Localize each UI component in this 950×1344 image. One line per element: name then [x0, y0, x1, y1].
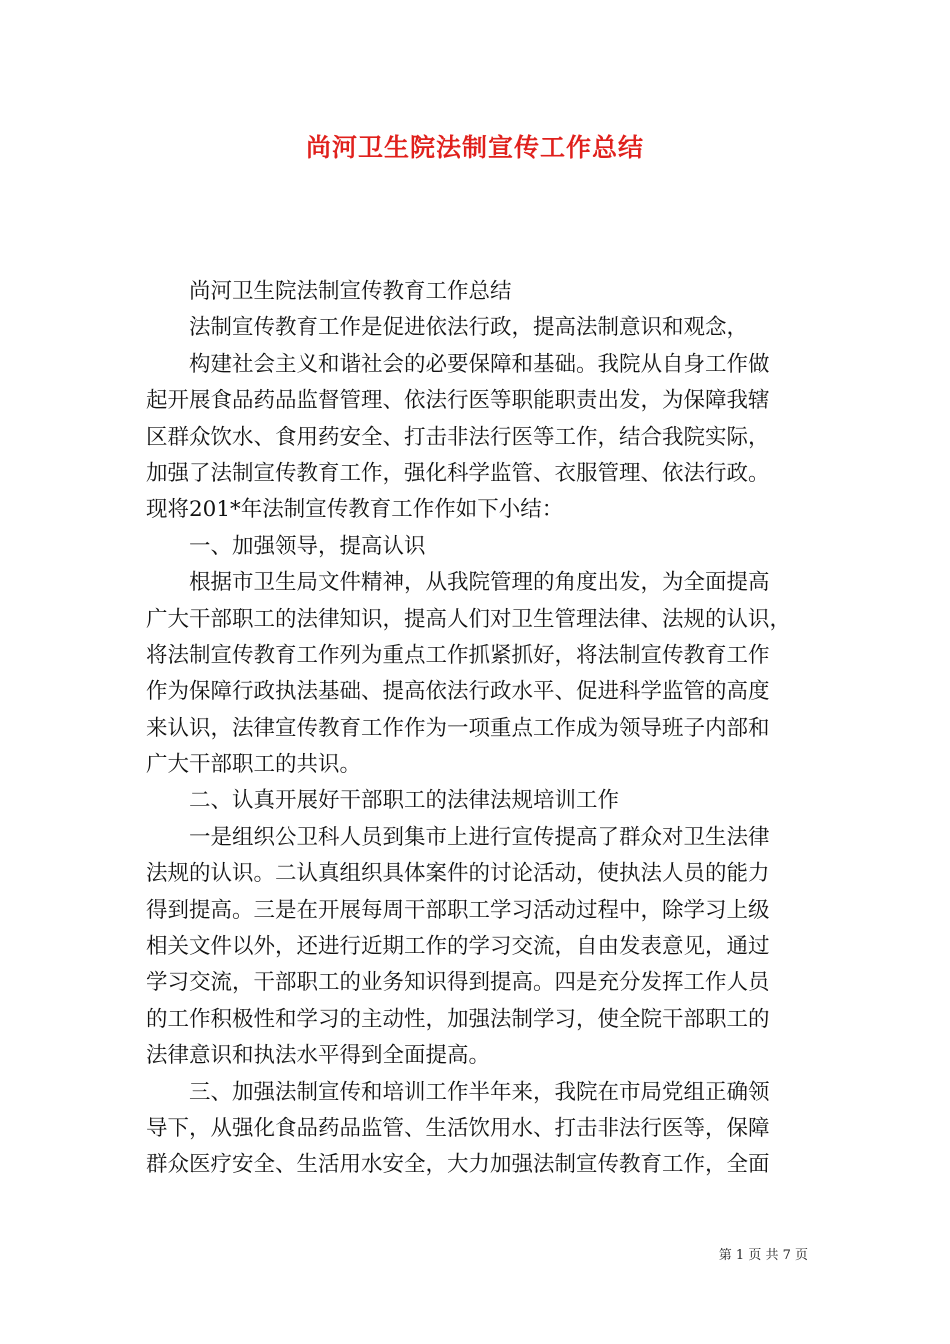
body-line: 作为保障行政执法基础、提高依法行政水平、促进科学监管的高度 [146, 679, 770, 705]
body-line: 学习交流，干部职工的业务知识得到提高。四是充分发挥工作人员 [146, 970, 770, 996]
body-line: 尚河卫生院法制宣传教育工作总结 [189, 279, 512, 304]
body-line: 三、加强法制宣传和培训工作半年来，我院在市局党组正确领 [189, 1079, 770, 1105]
body-line: 构建社会主义和谐社会的必要保障和基础。我院从自身工作做 [189, 351, 770, 377]
body-line: 得到提高。三是在开展每周干部职工学习活动过程中，除学习上级 [146, 897, 770, 923]
body-line: 群众医疗安全、生活用水安全，大力加强法制宣传教育工作，全面 [146, 1152, 770, 1178]
body-line: 来认识，法律宣传教育工作作为一项重点工作成为领导班子内部和 [146, 715, 770, 741]
document-title: 尚河卫生院法制宣传工作总结 [305, 133, 644, 162]
body-line: 法规的认识。二认真组织具体案件的讨论活动，使执法人员的能力 [146, 861, 770, 887]
body-line: 法制宣传教育工作是促进依法行政，提高法制意识和观念， [189, 315, 749, 341]
body-line: 区群众饮水、食用药安全、打击非法行医等工作，结合我院实际， [146, 424, 770, 450]
body-line: 现将201*年法制宣传教育工作作如下小结： [146, 497, 564, 523]
body-line: 法律意识和执法水平得到全面提高。 [146, 1043, 491, 1069]
body-line: 一、加强领导，提高认识 [189, 533, 426, 559]
body-line: 相关文件以外，还进行近期工作的学习交流，自由发表意见，通过 [146, 934, 770, 960]
body-line: 起开展食品药品监督管理、依法行医等职能职责出发，为保障我辖 [146, 388, 770, 414]
body-line: 导下，从强化食品药品监管、生活饮用水、打击非法行医等，保障 [146, 1115, 770, 1141]
body-line: 二、认真开展好干部职工的法律法规培训工作 [189, 788, 620, 814]
body-line: 加强了法制宣传教育工作，强化科学监管、衣服管理、依法行政。 [146, 460, 770, 486]
body-line: 的工作积极性和学习的主动性，加强法制学习，使全院干部职工的 [146, 1006, 770, 1032]
body-line: 一是组织公卫科人员到集市上进行宣传提高了群众对卫生法律 [189, 824, 770, 850]
body-line: 根据市卫生局文件精神，从我院管理的角度出发，为全面提高 [189, 570, 770, 596]
body-line: 将法制宣传教育工作列为重点工作抓紧抓好，将法制宣传教育工作 [146, 642, 770, 668]
document-body [146, 274, 816, 1184]
body-line: 广大干部职工的法律知识，提高人们对卫生管理法律、法规的认识， [146, 606, 792, 632]
body-line: 广大干部职工的共识。 [146, 752, 362, 778]
page-number: 第 1 页 共 7 页 [718, 1248, 808, 1263]
